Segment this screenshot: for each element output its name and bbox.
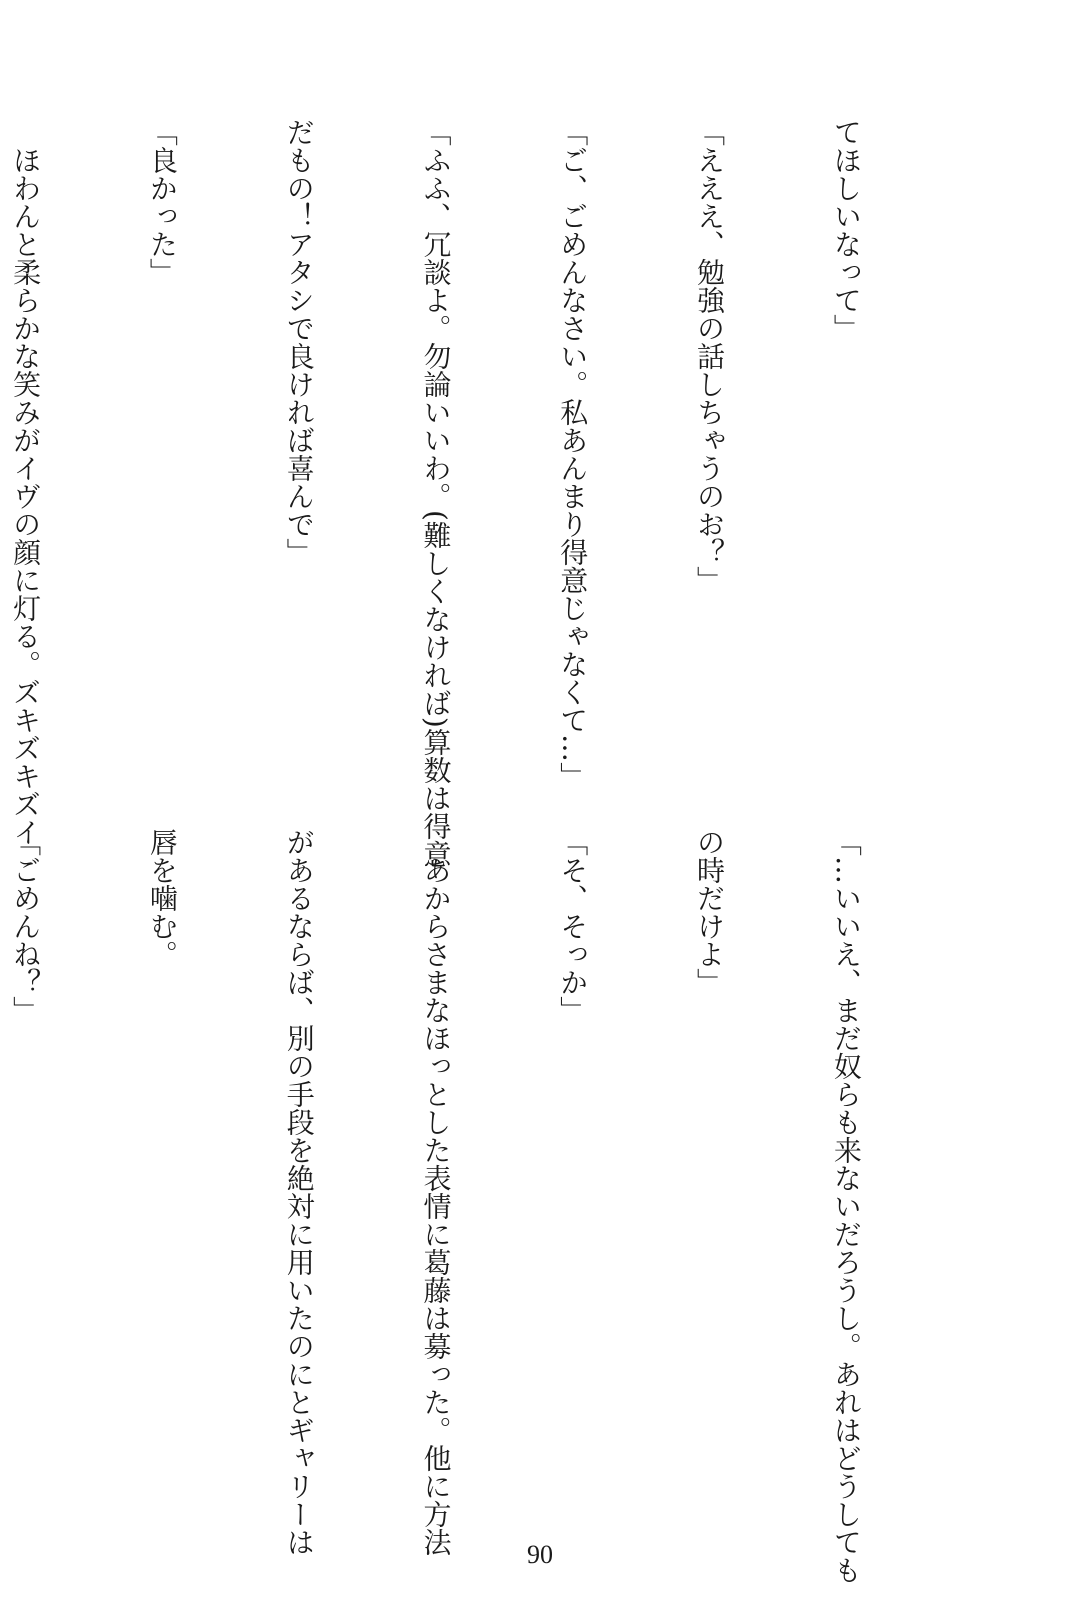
text-line: 唇を噛む。 [145, 828, 179, 968]
text-line: 「えええ、勉強の話しちゃうのお？」 [693, 118, 727, 594]
text-line: 「ふふ、冗談よ。勿論いいわ。(難しくなければ)算数は得意 [419, 118, 453, 868]
text-line: 「そ、そっか」 [556, 828, 590, 1024]
page-number: 90 [527, 1540, 553, 1569]
text-line: 「…いいえ、まだ奴らも来ないだろうし。あれはどうしても [829, 828, 863, 1584]
text-line: だもの！アタシで良ければ喜んで」 [282, 118, 316, 566]
text-line: があるならば、別の手段を絶対に用いたのにとギャリーは [282, 828, 316, 1556]
text-line: ほわんと柔らかな笑みがイヴの顔に灯る。ズキズキズイ [9, 118, 43, 846]
text-line: 「ご、ごめんなさい。私あんまり得意じゃなくて…」 [556, 118, 590, 790]
text-line: 「ごめんね？」 [9, 828, 43, 1024]
text-line: の時だけよ」 [693, 828, 727, 996]
text-line: あからさまなほっとした表情に葛藤は募った。他に方法 [419, 828, 453, 1556]
text-line: 「良かった」 [145, 118, 179, 286]
text-line: てほしいなって」 [829, 118, 863, 342]
text-block-upper [9, 118, 960, 868]
